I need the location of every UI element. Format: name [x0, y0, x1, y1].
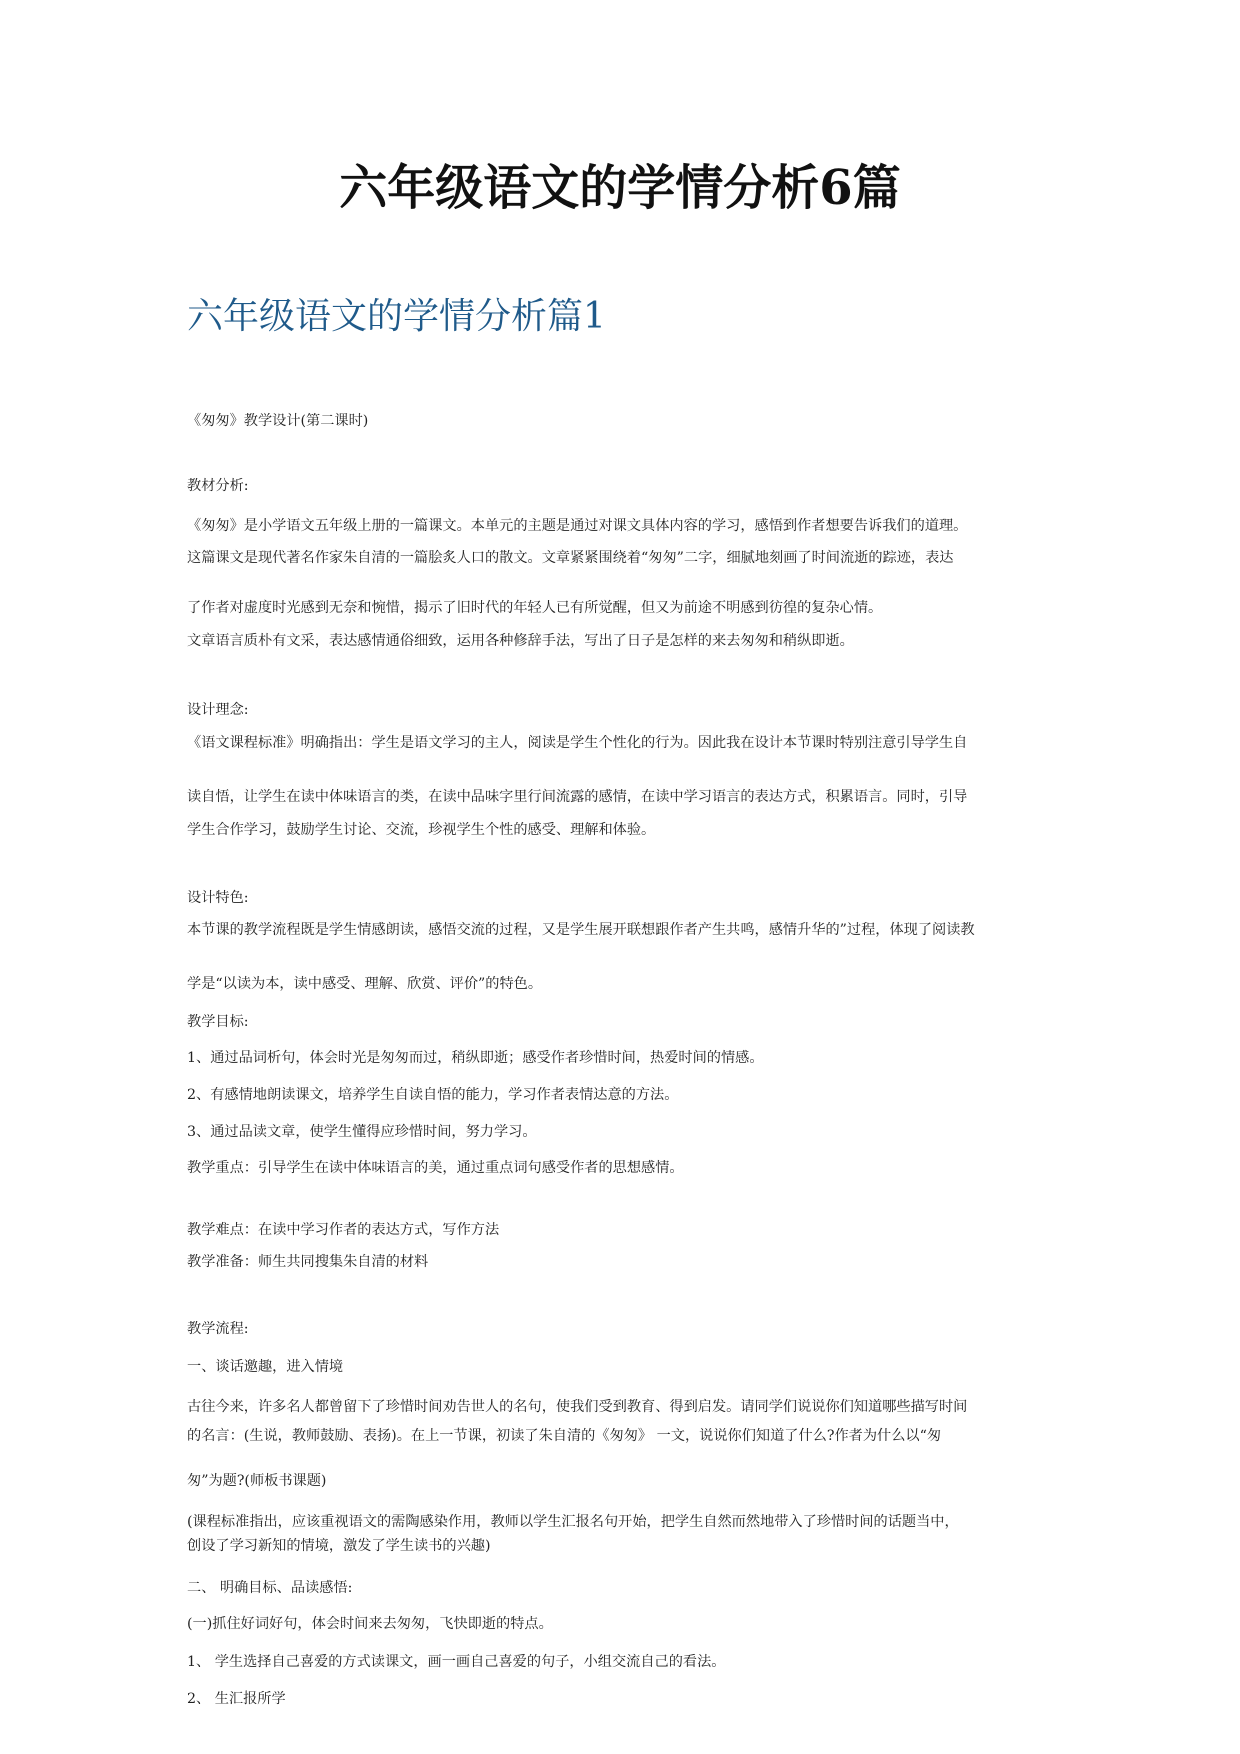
paragraph-line: 文章语言质朴有文采，表达感情通俗细致，运用各种修辞手法，写出了日子是怎样的来去匆匆和稍纵即逝。 — [187, 633, 854, 649]
paragraph-line: 本节课的教学流程既是学生情感朗读，感悟交流的过程，又是学生展开联想跟作者产生共鸣，感情升华的”过程，体现了阅读教 — [187, 922, 975, 938]
paragraph-line: 学生合作学习，鼓励学生讨论、交流，珍视学生个性的感受、理解和体验。 — [187, 822, 656, 838]
document-title: 六年级语文的学情分析6篇 — [339, 160, 901, 216]
paragraph-line: 《语文课程标准》明确指出：学生是语文学习的主人，阅读是学生个性化的行为。因此我在设计本节课时特别注意引导学生自 — [187, 735, 968, 751]
paragraph-line: 教学准备：师生共同搜集朱自清的材料 — [187, 1254, 429, 1270]
paragraph-line: 1、 学生选择自己喜爱的方式读课文，画一画自己喜爱的句子，小组交流自己的看法。 — [187, 1654, 726, 1670]
paragraph-line: (一)抓住好词好句，体会时间来去匆匆，飞快即逝的特点。 — [187, 1616, 553, 1632]
paragraph-line: 《匆匆》教学设计(第二课时) — [187, 413, 369, 429]
paragraph-line: 教材分析: — [187, 478, 249, 494]
paragraph-line: 教学难点：在读中学习作者的表达方式，写作方法 — [187, 1222, 500, 1238]
paragraph-line: 教学重点：引导学生在读中体味语言的美，通过重点词句感受作者的思想感情。 — [187, 1160, 684, 1176]
paragraph-line: (课程标准指出，应该重视语文的需陶感染作用，教师以学生汇报名句开始，把学生自然而然地带入了珍惜时间的话题当中， — [187, 1514, 959, 1530]
paragraph-line: 设计理念: — [187, 702, 249, 718]
paragraph-line: 的名言：(生说，教师鼓励、表扬)。在上一节课，初读了朱自清的《匆匆》 一文，说说你们知道了什么?作者为什么以“匆 — [187, 1428, 942, 1444]
paragraph-line: 读自悟，让学生在读中体味语言的类，在读中品味字里行间流露的感情，在读中学习语言的表达方式，积累语言。同时，引导 — [187, 789, 968, 805]
paragraph-line: 一、谈话邀趣，进入情境 — [187, 1359, 344, 1375]
section-heading: 六年级语文的学情分析篇1 — [187, 296, 606, 337]
paragraph-line: 3、通过品读文章，使学生懂得应珍惜时间，努力学习。 — [187, 1124, 537, 1140]
paragraph-line: 2、有感情地朗读课文，培养学生自读自悟的能力，学习作者表情达意的方法。 — [187, 1087, 679, 1103]
paragraph-line: 教学目标: — [187, 1014, 249, 1030]
paragraph-line: 《匆匆》是小学语文五年级上册的一篇课文。本单元的主题是通过对课文具体内容的学习，感悟到作者想要告诉我们的道理。 — [187, 518, 968, 534]
paragraph-line: 创设了学习新知的情境，激发了学生读书的兴趣) — [187, 1538, 491, 1554]
paragraph-line: 2、 生汇报所学 — [187, 1691, 286, 1707]
paragraph-line: 了作者对虚度时光感到无奈和惋惜，揭示了旧时代的年轻人已有所觉醒，但又为前途不明感到彷徨的复杂心情。 — [187, 600, 883, 616]
paragraph-line: 古往今来，许多名人都曾留下了珍惜时间劝告世人的名句，使我们受到教育、得到启发。请同学们说说你们知道哪些描写时间 — [187, 1399, 968, 1415]
paragraph-line: 1、通过品词析句，体会时光是匆匆而过，稍纵即逝；感受作者珍惜时间，热爱时间的情感。 — [187, 1050, 764, 1066]
paragraph-line: 这篇课文是现代著名作家朱自清的一篇脍炙人口的散文。文章紧紧围绕着“匆匆”二字，细腻地刻画了时间流逝的踪迹，表达 — [187, 550, 954, 566]
paragraph-line: 学是“以读为本，读中感受、理解、欣赏、评价”的特色。 — [187, 976, 543, 992]
paragraph-line: 匆”为题?(师板书课题) — [187, 1473, 327, 1489]
paragraph-line: 设计特色: — [187, 890, 249, 906]
paragraph-line: 二、 明确目标、品读感悟: — [187, 1580, 353, 1596]
paragraph-line: 教学流程: — [187, 1321, 249, 1337]
